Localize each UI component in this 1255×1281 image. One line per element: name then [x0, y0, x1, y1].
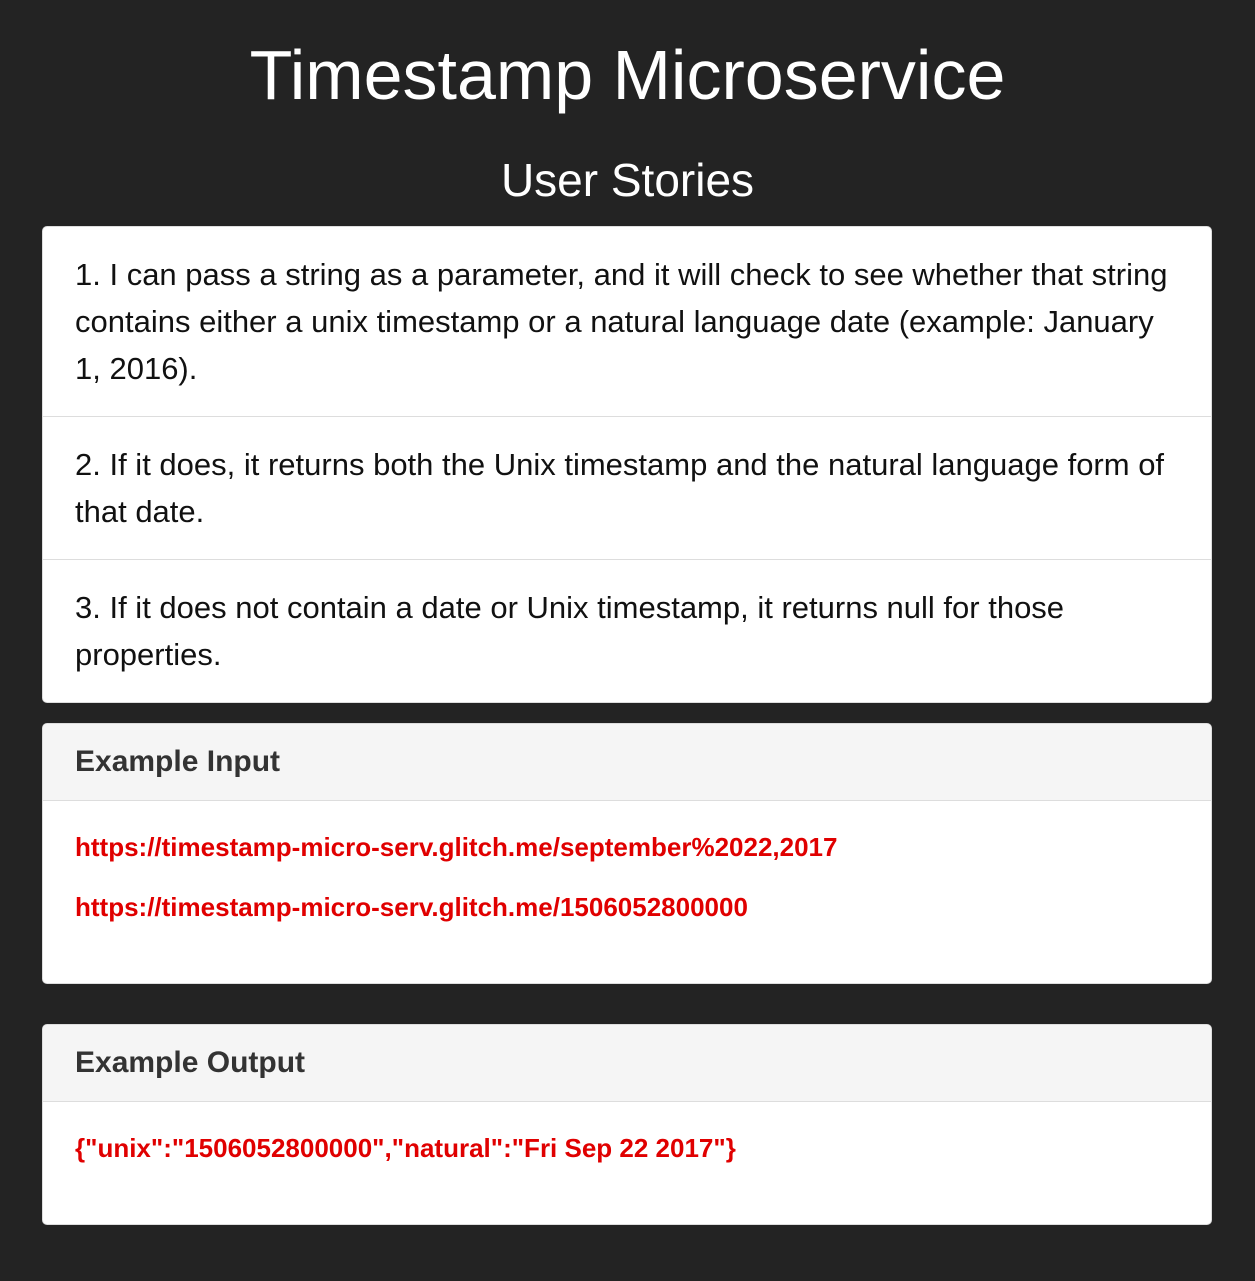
example-input-panel	[42, 723, 1212, 984]
page-title: Timestamp Microservice	[249, 36, 1006, 114]
example-input-url-date[interactable]: https://timestamp-micro-serv.glitch.me/september%2022,2017	[75, 832, 838, 862]
example-output-json: {"unix":"1506052800000","natural":"Fri Sep 22 2017"}	[75, 1133, 736, 1163]
user-story-item: 1. I can pass a string as a parameter, and it will check to see whether that string contains either a unix timestamp or a natural language date (example: January 1, 2016).	[75, 257, 1168, 386]
user-story-item: 3. If it does not contain a date or Unix timestamp, it returns null for those properties.	[43, 559, 1211, 702]
example-input-heading: Example Input	[43, 724, 1211, 801]
example-input-body	[43, 801, 1211, 925]
user-stories-title: User Stories	[500, 154, 755, 206]
example-output-panel	[42, 1024, 1212, 1225]
example-output-heading: Example Output	[43, 1025, 1211, 1102]
example-output-body	[43, 1102, 1211, 1166]
user-stories-list	[42, 226, 1212, 703]
user-story-item: 2. If it does, it returns both the Unix timestamp and the natural language form of that date.	[43, 416, 1211, 559]
example-input-url-unix[interactable]: https://timestamp-micro-serv.glitch.me/1506052800000	[75, 892, 748, 922]
